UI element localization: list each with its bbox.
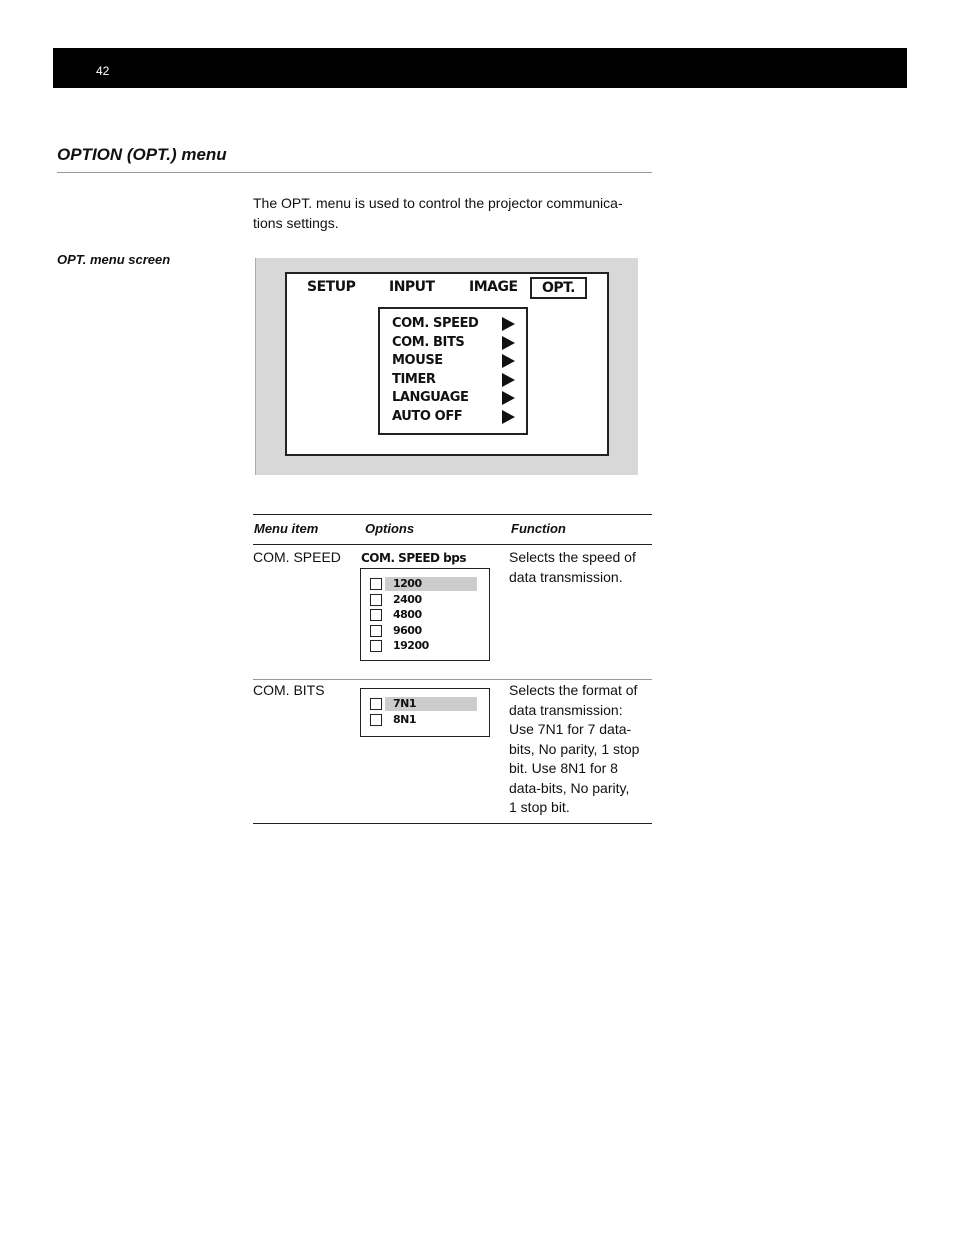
osd-item-timer[interactable]: TIMER (392, 371, 436, 387)
checkbox-icon[interactable] (370, 698, 382, 710)
checkbox-icon[interactable] (370, 640, 382, 652)
row-function-com-bits (509, 681, 652, 818)
osd-item-mouse[interactable]: MOUSE (392, 353, 443, 368)
table-bottom-rule (253, 823, 652, 824)
osd-item-language[interactable]: LANGUAGE (392, 390, 469, 405)
function-line: Selects the format of (509, 682, 638, 698)
com-bits-options-box (360, 688, 490, 737)
row-function-com-speed (509, 548, 652, 587)
com-speed-options-box (360, 568, 490, 661)
function-line: data-bits, No parity, (509, 779, 630, 796)
function-line: bits, No parity, 1 stop (509, 740, 640, 757)
osd-tab-setup[interactable]: SETUP (307, 279, 356, 295)
osd-screen (285, 272, 609, 456)
section-divider (57, 172, 652, 173)
checkbox-icon[interactable] (370, 609, 382, 621)
intro-paragraph (253, 193, 653, 233)
osd-submenu (378, 307, 528, 435)
option-row-9600[interactable] (370, 624, 480, 638)
intro-line-1: The OPT. menu is used to control the projector communica- (253, 195, 623, 211)
header-menu-item: Menu item (254, 521, 319, 536)
option-label: 19200 (393, 639, 429, 652)
row-item-com-speed: COM. SPEED (253, 549, 341, 565)
option-row-8n1[interactable] (370, 713, 480, 727)
options-caption: COM. SPEED bps (361, 551, 466, 565)
option-label: 1200 (385, 577, 477, 591)
checkbox-icon[interactable] (370, 714, 382, 726)
option-label: 9600 (393, 623, 422, 637)
triangle-right-icon (502, 354, 515, 368)
option-row-4800[interactable] (370, 608, 480, 622)
osd-item-com-speed[interactable]: COM. SPEED (392, 316, 479, 331)
osd-tab-opt[interactable]: OPT. (530, 277, 587, 299)
option-row-19200[interactable] (370, 639, 480, 653)
option-label: 2400 (393, 592, 422, 606)
triangle-right-icon (502, 373, 515, 387)
function-line: data transmission: (509, 701, 623, 718)
screen-label: OPT. menu screen (57, 252, 171, 267)
function-line: bit. Use 8N1 for 8 (509, 760, 618, 776)
checkbox-icon[interactable] (370, 625, 382, 637)
function-line: 1 stop bit. (509, 799, 570, 815)
table-header-rule (253, 544, 652, 545)
option-label: 8N1 (393, 713, 417, 726)
osd-item-com-bits[interactable]: COM. BITS (392, 334, 465, 350)
option-row-2400[interactable] (370, 593, 480, 607)
section-title: OPTION (OPT.) menu (57, 145, 227, 164)
function-line: Use 7N1 for 7 data- (509, 721, 632, 737)
checkbox-icon[interactable] (370, 578, 382, 590)
osd-menu-figure (255, 258, 638, 475)
page-header-bar (53, 48, 907, 88)
option-row-7n1[interactable] (370, 697, 480, 711)
triangle-right-icon (502, 410, 515, 424)
row-item-com-bits: COM. BITS (253, 682, 325, 698)
intro-line-2: tions settings. (253, 215, 339, 231)
osd-tab-input[interactable]: INPUT (389, 279, 435, 295)
option-row-1200[interactable] (370, 577, 480, 591)
option-label: 4800 (393, 608, 422, 621)
function-line: data transmission. (509, 568, 623, 585)
header-function: Function (511, 521, 566, 536)
option-label: 7N1 (385, 697, 477, 711)
triangle-right-icon (502, 336, 515, 350)
osd-item-auto-off[interactable]: AUTO OFF (392, 408, 463, 424)
header-options: Options (365, 521, 415, 536)
checkbox-icon[interactable] (370, 594, 382, 606)
page-number: 42 (96, 64, 110, 78)
triangle-right-icon (502, 317, 515, 331)
table-top-rule (253, 514, 652, 515)
triangle-right-icon (502, 391, 515, 405)
osd-tab-image[interactable]: IMAGE (469, 279, 518, 295)
table-row-rule (253, 679, 652, 680)
function-line: Selects the speed of (509, 549, 636, 565)
